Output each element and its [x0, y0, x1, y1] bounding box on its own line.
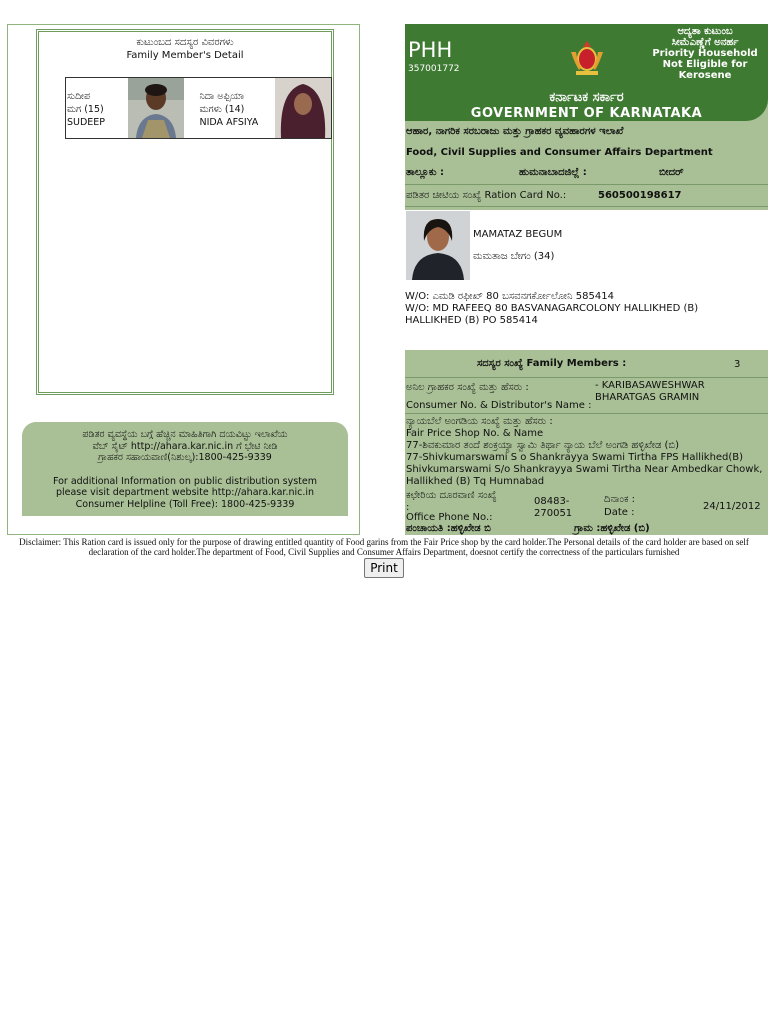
district-value: ಬೀದರ್: [659, 167, 684, 178]
date-value: 24/11/2012: [703, 501, 761, 512]
help-en-line-1: For additional Information on public distribution system: [52, 475, 318, 487]
family-member-1: [66, 78, 199, 138]
card-code: 357001772: [408, 64, 460, 74]
card-header: [405, 24, 768, 121]
family-members-label: ಸದಸ್ಯರ ಸಂಖ್ಯೆ Family Members :: [477, 358, 627, 369]
department-en: Food, Civil Supplies and Consumer Affairs Department: [406, 147, 713, 158]
family-members-row: [405, 351, 768, 377]
ration-card-number: 560500198617: [598, 190, 682, 201]
address-en-line-2: HALLIKHED (B) PO 585414: [405, 315, 538, 326]
ration-card-label: ಪಡಿತರ ಚೀಟಿಯ ಸಂಖ್ಯೆ Ration Card No.:: [406, 190, 567, 201]
priority-kn-1: ಆದ್ಯತಾ ಕುಟುಂಬ: [677, 26, 733, 37]
card-holder-section: [405, 210, 768, 350]
help-kn-line-3: ಗ್ರಾಹಕರ ಸಹಾಯವಾಣಿ(ನಿಶುಲ್ಕ):1800-425-9339: [98, 452, 272, 463]
member-2-name-kn: ನಿದಾ ಅಫ್ಸಿಯಾ: [199, 91, 245, 102]
help-info-box: [22, 422, 348, 516]
family-title-en: Family Member's Detail: [126, 50, 244, 61]
member-1-photo: [128, 78, 184, 138]
fps-name-en-1: 77-Shivkumarswami S o Shankrayya Swami Tirtha FPS Hallikhed(B): [406, 452, 744, 463]
fps-name-en-3: Hallikhed (B) Tq Humnabad: [406, 476, 545, 487]
fps-name-en-2: Shivkumarswami S/o Shankrayya Swami Tirtha Near Ambedkar Chowk,: [406, 464, 763, 475]
consumer-value-1: - KARIBASAWESHWAR: [595, 380, 705, 391]
member-2-name-en: NIDA AFSIYA: [199, 117, 259, 128]
date-label-kn: ದಿನಾಂಕ :: [604, 494, 636, 505]
family-details-frame: [36, 29, 334, 395]
member-1-relation: ಮಗ (15): [67, 104, 104, 115]
priority-kn-2: ಸೀಮೆಎಣ್ಣೆಗೆ ಅನರ್ಹ: [671, 37, 739, 48]
card-holder-photo: [406, 211, 470, 280]
family-title-kn: ಕುಟುಂಬದ ಸದಸ್ಯರ ವಿವರಗಳು: [136, 37, 234, 48]
priority-label: [650, 26, 760, 81]
panchayat: ಪಂಚಾಯತಿ :ಹಳ್ಳಿಖೇಡ ಬಿ: [406, 523, 491, 534]
taluk-value: ಹುಮನಾಬಾದಜಿಲ್ಲೆ :: [519, 167, 587, 178]
fps-label-en: Fair Price Shop No. & Name: [406, 428, 544, 439]
family-member-2: [199, 78, 332, 138]
karnataka-emblem-icon: [567, 38, 607, 78]
family-member-2-text: [199, 78, 280, 138]
family-members-count: 3: [734, 359, 741, 370]
priority-en-1: Priority Household: [652, 48, 758, 59]
taluk-label: ತಾಲ್ಲೂಕು :: [406, 167, 445, 178]
consumer-value-2: BHARATGAS GRAMIN: [595, 392, 700, 403]
card-front: [405, 24, 768, 535]
consumer-label-en: Consumer No. & Distributor's Name :: [406, 400, 592, 411]
help-kn-line-1: ಪಡಿತರ ವ್ಯವಸ್ಥೆಯ ಬಗ್ಗೆ ಹೆಚ್ಚಿನ ಮಾಹಿತಿಗಾಗಿ ದಯವಿಟ್ಟು ಇಲಾಖೆಯ: [82, 429, 288, 440]
phone-number-1: 08483-: [534, 496, 570, 507]
village: ಗ್ರಾಮ :ಹಳ್ಳಿಖೇಡ (ಬಿ): [574, 523, 650, 534]
member-1-name-kn: ಸುದೀಪ: [67, 91, 91, 102]
card-type: PHH: [408, 38, 453, 62]
consumer-label-kn: ಅನಿಲ ಗ್ರಾಹಕರ ಸಂಖ್ಯೆ ಮತ್ತು ಹೆಸರು :: [406, 382, 529, 393]
government-title-en: GOVERNMENT OF KARNATAKA: [470, 106, 703, 121]
member-1-name-en: SUDEEP: [67, 117, 106, 128]
disclaimer: Disclaimer: This Ration card is issued only for the purpose of drawing entitled quantity of Food garins from the Fair Price shop by the card holder.The Personal details of the card holder are based on self declaration of the card holder.The department of Food, Civil Supplies and Consumer Affairs Department, doesnot certify the correctness of the particulars furnished: [19, 537, 749, 557]
print-button[interactable]: Print: [364, 558, 404, 578]
phone-colon: :: [406, 502, 410, 513]
member-2-photo: [275, 78, 331, 138]
priority-en-3: Kerosene: [678, 70, 732, 81]
card-back: [7, 24, 360, 535]
date-label-en: Date :: [604, 507, 635, 518]
card-holder-name-en: MAMATAZ BEGUM: [473, 229, 563, 240]
phone-number-2: 270051: [534, 508, 573, 519]
phone-label-en: Office Phone No.:: [406, 512, 493, 523]
help-en-line-3: Consumer Helpline (Toll Free): 1800-425-9339: [75, 498, 295, 510]
department-kn: ಆಹಾರ, ನಾಗರಿಕ ಸರಬರಾಜು ಮತ್ತು ಗ್ರಾಹಕರ ವ್ಯವಹಾರಗಳ ಇಲಾಖೆ: [406, 126, 624, 137]
card-holder-name-kn: ಮಮತಾಜ ಬೇಗಂ (34): [473, 251, 555, 262]
government-title-kn: ಕರ್ನಾಟಕ ಸರ್ಕಾರ: [549, 90, 624, 105]
address-en-line-1: W/O: MD RAFEEQ 80 BASVANAGARCOLONY HALLIKHED (B): [405, 303, 699, 314]
fps-label-kn: ನ್ಯಾಯಬೆಲೆ ಅಂಗಡಿಯ ಸಂಖ್ಯೆ ಮತ್ತು ಹೆಸರು :: [406, 416, 553, 427]
member-2-relation: ಮಗಳು (14): [199, 104, 245, 115]
phone-label-kn: ಕಛೇರಿಯ ದೂರವಾಣಿ ಸಂಖ್ಯೆ: [406, 490, 497, 501]
fps-name-kn: 77-ಶಿವಕುಮಾರ ತಂದೆ ಶಂಕ್ರಯ್ಯಾ ಸ್ವಾಮಿ ತಿರ್ಥಾ ನ್ಯಾಯ ಬೆಲೆ ಅಂಗಡಿ ಹಳ್ಳಿಖೇಡ (ಬಿ): [406, 440, 680, 451]
help-en-line-2: please visit department website http://ahara.kar.nic.in: [55, 487, 315, 498]
address-kn: W/O: ಎಮಡಿ ರಫೀಖ್ 80 ಬಸವನಗರ್ಕೋಲೋನಿ 585414: [405, 291, 614, 302]
priority-en-2: Not Eligible for: [662, 59, 748, 70]
family-member-1-text: [66, 78, 130, 138]
family-members-table: [65, 77, 332, 139]
help-kn-line-2: ವೆಬ್ ಸೈಟ್ http://ahara.kar.nic.in ಗೆ ಭೇಟಿ ನೀಡಿ: [92, 440, 278, 452]
